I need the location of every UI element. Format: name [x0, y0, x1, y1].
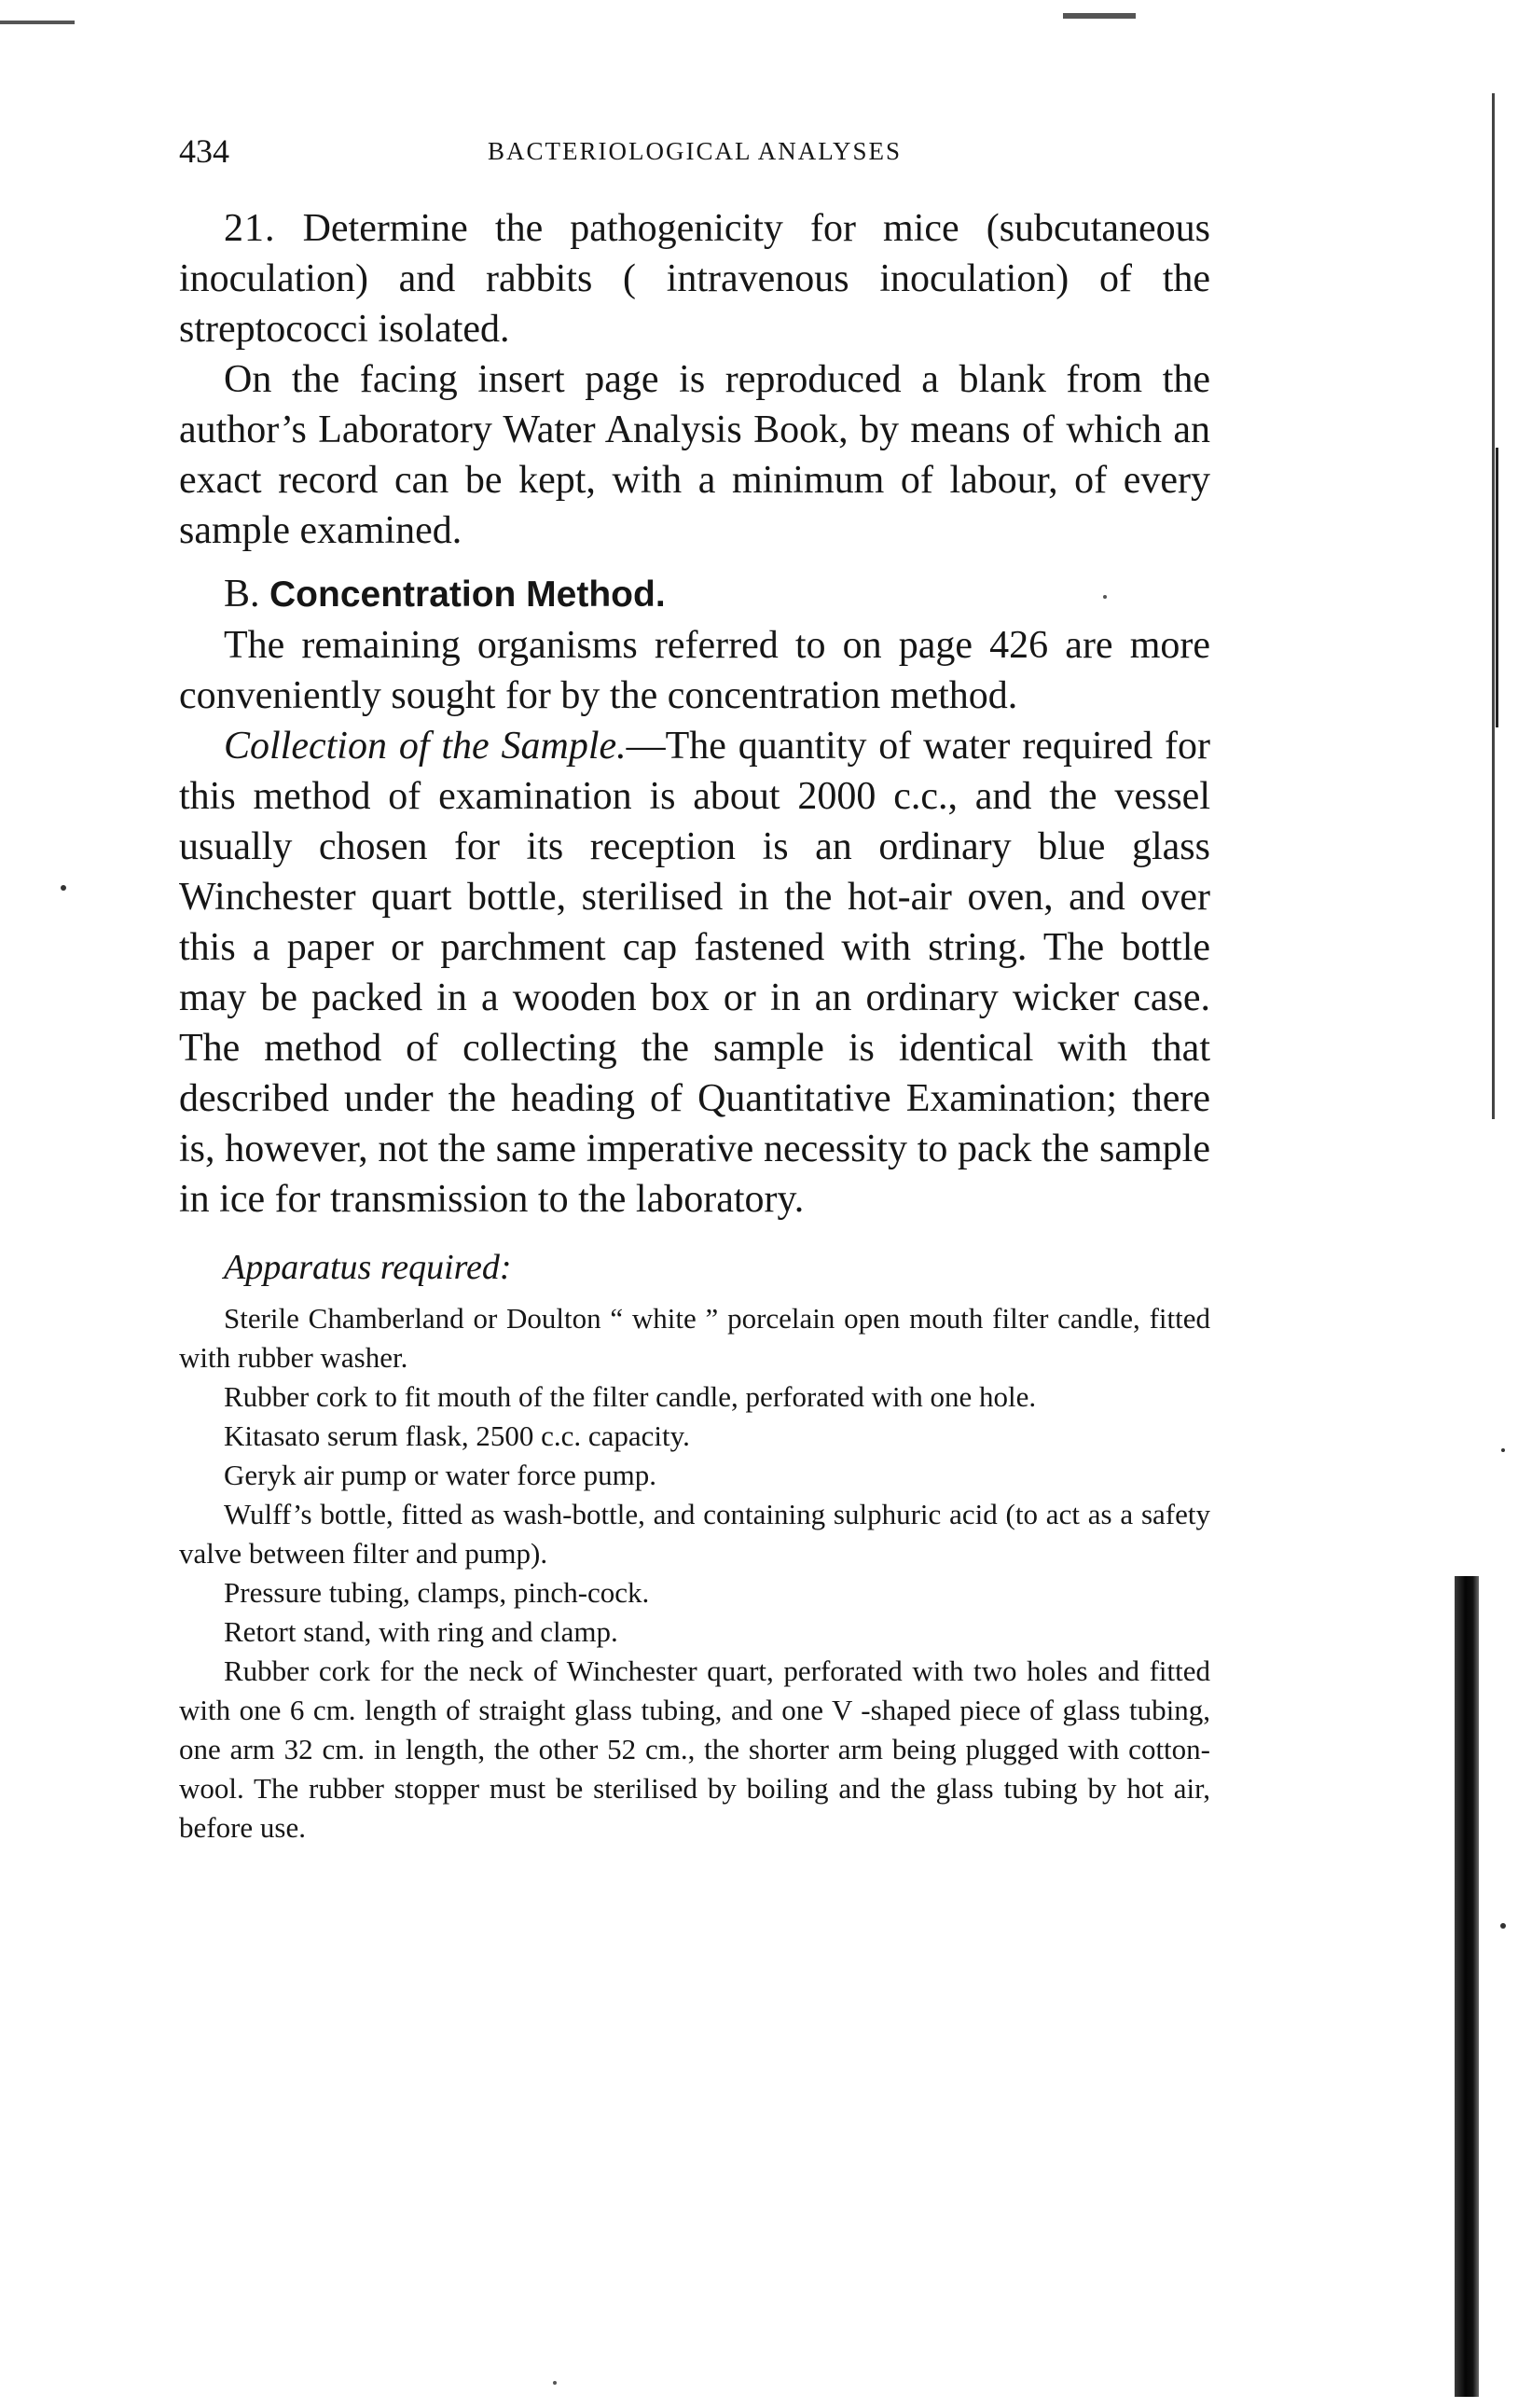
speck [61, 885, 66, 891]
top-right-scan-mark [1063, 13, 1136, 19]
top-left-scan-mark [0, 21, 75, 24]
paragraph-insert-page: On the facing insert page is reproduced a blank from the author’s Laboratory Water Analysis Book, by means of which an exact record can be kept, with a minimum of labour, of every sample examined. [179, 358, 1210, 552]
paragraph-collection [179, 721, 1210, 1225]
item-number: 21. [224, 207, 276, 250]
page-number: 434 [179, 132, 229, 170]
speck [1500, 1923, 1506, 1929]
apparatus-item: Wulff’s bottle, fitted as wash-bottle, and containing sulphuric acid (to act as a safety valve between filter and pump). [179, 1498, 1210, 1570]
paragraph-remaining-organisms: The remaining organisms referred to on page 426 are more conveniently sought for by the concentration method. [179, 624, 1210, 717]
apparatus-heading: Apparatus required: [224, 1248, 512, 1287]
apparatus-item: Kitasato serum flask, 2500 c.c. capacity. [224, 1419, 690, 1452]
speck [553, 2381, 557, 2385]
section-heading [179, 569, 1210, 620]
page-header [179, 131, 1210, 172]
collection-text: —The quantity of water required for this method of examination is about 2000 c.c., and the vessel usually chosen for its reception is an ordinary blue glass Winchester quart bottle, sterilised in the hot-air oven, and over this a paper or parchment cap fastened with string. The bottle may be packed in a wooden box or in an ordinary wicker case. The method of collecting the sample is identical with that described under the heading of Quantitative Examination; there is, however, not the same imperative necessity to pack the sample in ice for transmission to the laboratory. [179, 725, 1211, 1221]
right-margin-rule [1492, 93, 1495, 1119]
paragraph-21 [179, 203, 1210, 354]
apparatus-item: Rubber cork to fit mouth of the filter candle, perforated with one hole. [224, 1380, 1037, 1413]
apparatus-list [179, 1299, 1210, 1848]
section-letter: B. [224, 573, 270, 616]
item-text: Determine the pathogenicity for mice (subcutaneous inoculation) and rabbits ( intravenous inoculation) of the streptococci isolated. [179, 207, 1210, 351]
running-title: BACTERIOLOGICAL ANALYSES [487, 137, 903, 165]
page-edge-shadow [1455, 1576, 1479, 2397]
apparatus-item: Pressure tubing, clamps, pinch-cock. [224, 1576, 650, 1609]
apparatus-item: Rubber cork for the neck of Winchester quart, perforated with two holes and fitted with one 6 cm. length of straight glass tubing, and one V -shaped piece of glass tubing, one arm 32 cm. in length, the other 52 cm., the shorter arm being plugged with cotton-wool. The rubber stopper must be sterilised by boiling and the glass tubing by hot air, before use. [179, 1654, 1210, 1844]
speck [1501, 1448, 1505, 1452]
apparatus-item: Retort stand, with ring and clamp. [224, 1615, 618, 1648]
section-title: Concentration Method. [269, 574, 666, 615]
apparatus-item: Geryk air pump or water force pump. [224, 1459, 656, 1491]
body-text [179, 203, 1210, 1848]
right-margin-rule-dark [1496, 448, 1498, 727]
collection-lead: Collection of the Sample. [224, 725, 627, 768]
apparatus-item: Sterile Chamberland or Doulton “ white ” porcelain open mouth filter candle, fitted with rubber washer. [179, 1302, 1210, 1374]
